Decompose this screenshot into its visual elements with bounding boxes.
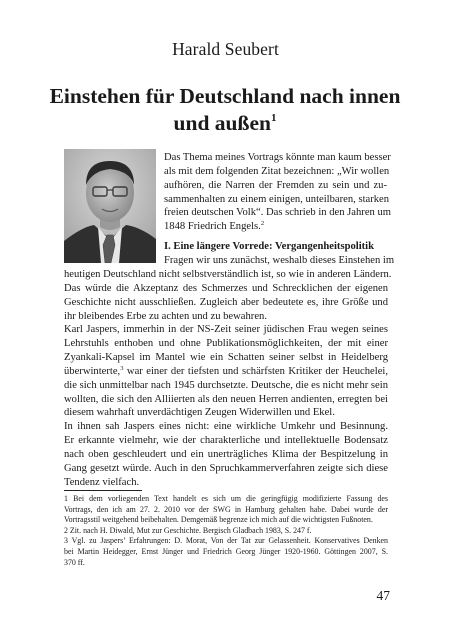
intro-line: sammenhalten zu einem einigen, unteilbaren, starken (164, 193, 390, 205)
intro-line: als mit dem folgenden Zitat bezeichnen: „Wir wollen (164, 165, 390, 177)
title-footnote-mark: 1 (270, 112, 277, 124)
chapter-title-line-2-text: und außen (173, 111, 271, 135)
author-name: Harald Seubert (172, 39, 279, 59)
body-line: die sich unmittelbar nach 1945 durchsetzte. Deutsche, die es nicht mehr sein (64, 379, 388, 391)
intro-line: freien deutschen Volk“. Das schrieb in den Jahren um (164, 207, 392, 219)
body-line-with-footnote (64, 365, 388, 379)
footnote-line: Vortragsstil weitgehend beibehalten. Demgemäß begrenze ich mich auf die wichtigsten Fußnoten. (64, 515, 373, 525)
body-line: Tendenz vielfach. (64, 476, 140, 488)
footnotes (64, 494, 388, 568)
footnote-divider (64, 490, 142, 491)
footnote-mark-2: 2 (260, 220, 265, 228)
body-line-part: war einer der tiefsten und schärfsten Kritiker der Heuchelei, (123, 365, 388, 377)
body-line: diesem wahrhaft unverdächtigen Zeugen Widerwillen und Ekel. (64, 407, 335, 419)
footnote-line: bei Martin Heidegger, Ernst Jünger und Friedrich Georg Jünger 1920-1960. Göttingen 2007, S. (64, 546, 388, 556)
intro-line-text: 1848 Friedrich Engels. (164, 221, 261, 233)
body-line: Karl Jaspers, immerhin in der NS-Zeit seiner jüdischen Frau wegen seines (64, 324, 388, 336)
body-line: In ihnen sah Jaspers eines nicht: eine wirkliche Umkehr und Besinnung. (64, 421, 388, 433)
body-line: heutigen Deutschland nicht selbstverständlich ist, so wie in anderen Ländern. (64, 269, 392, 280)
footnote-line: Vortrags, den ich am 27. 2. 2010 vor der SWG in Hamburg gehalten habe. Dabei wurde der (64, 504, 388, 514)
page-number: 47 (376, 588, 390, 603)
chapter-title-line-2 (40, 110, 410, 137)
body-line-part: überwinterte, (64, 365, 121, 377)
author-portrait-photo (64, 149, 156, 263)
footnote-line: 3 Vgl. zu Jaspers’ Erfahrungen: D. Morat, Von der Tat zur Gelassenheit. Konservatives Denken (64, 536, 388, 546)
body-line: Lehrstuhls enthoben und ohne Publikationsmöglichkeiten, der mit einer (64, 338, 388, 350)
portrait-icon (64, 149, 156, 263)
section-heading: I. Eine längere Vorrede: Vergangenheitspolitik (164, 241, 375, 252)
footnote-mark-3: 3 (120, 364, 124, 372)
footnote-line: 1 Bei dem vorliegenden Text handelt es sich um die geringfügig modifizierte Fassung des (64, 494, 388, 503)
chapter-title-line-1: Einstehen für Deutschland nach innen (49, 84, 401, 108)
body-line: wollten, die sich den Alliierten als den neuen Herren andienten, erregten bei (64, 393, 388, 405)
main-text (64, 268, 392, 490)
body-line: ihr bleibendes Erbe zu achten und zu bewahren. (64, 310, 267, 322)
intro-line: aufhören, die Narren der Fremden zu sein und zu- (164, 179, 387, 191)
body-line: Geschichte nicht ausschließen. Zugleich aber bedeutete es, ihre Größe und (64, 296, 388, 308)
body-line: Er erkannte vielmehr, wie der charakterliche und intellektuelle Bodensatz (64, 435, 388, 447)
intro-line: Das Thema meines Vortrags könnte man kaum besser (164, 152, 391, 163)
body-line: Zyankali-Kapsel im Mantel wie ein Schatten seiner selbst in Heidelberg (64, 352, 388, 364)
body-line: nach oben geschleudert und ein unerträgliches Klima der Bespitzelung in (64, 448, 388, 460)
body-line: Das würde die Akzeptanz des Schmerzes und Schrecklichen der eigenen (64, 282, 388, 294)
intro-paragraph (164, 151, 392, 234)
body-line: Gang gesetzt würde. Auch in den Spruchkammerverfahren zeigte sich diese (64, 462, 388, 474)
chapter-title (40, 83, 410, 137)
footnote-line: 370 ff. (64, 557, 85, 567)
intro-line-last (164, 220, 387, 234)
footnote-line: 2 Zit. nach H. Diwald, Mut zur Geschichte. Bergisch Gladbach 1983, S. 247 f. (64, 525, 312, 535)
section-first-line: Fragen wir uns zunächst, weshalb dieses Einstehen im (164, 255, 395, 266)
